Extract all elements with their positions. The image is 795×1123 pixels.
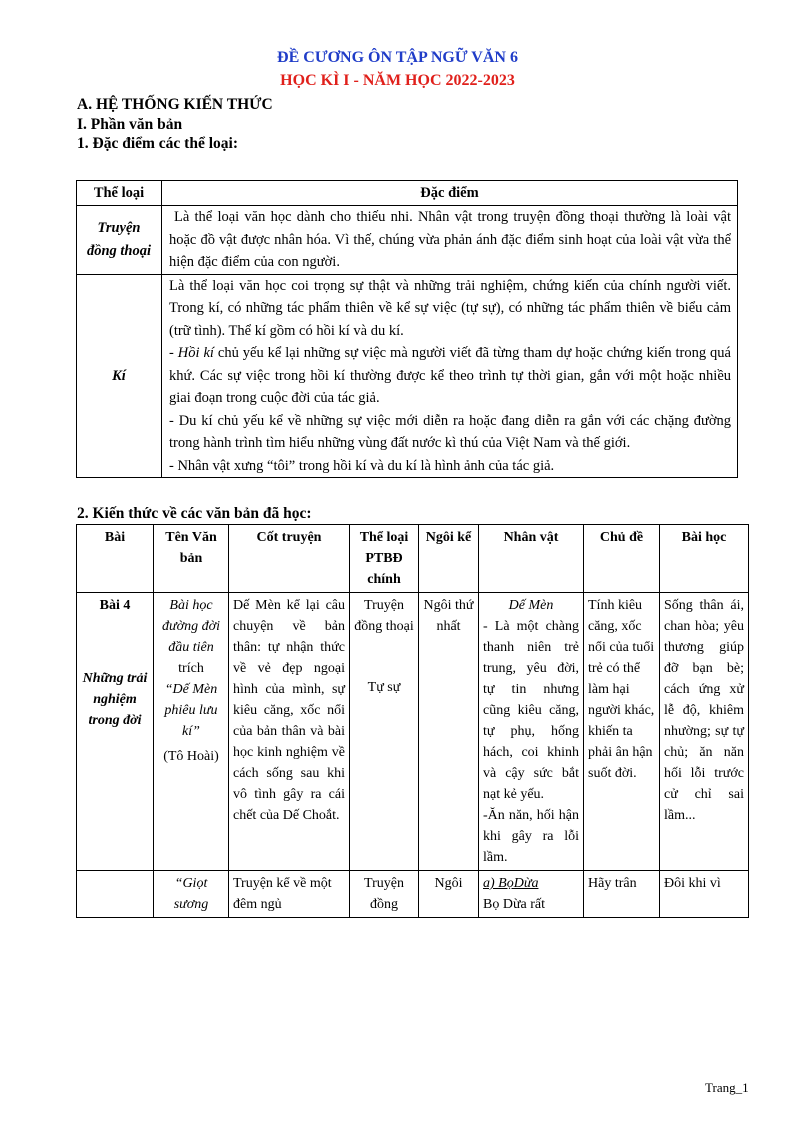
header-genre: Thể loại PTBĐ chính [350, 525, 419, 593]
theme-cell: Hãy trân [584, 871, 660, 918]
title-cell: “Giọt sương [154, 871, 229, 918]
text-trich: trích [178, 661, 204, 676]
genre-name: Truyện đồng thoại [354, 598, 414, 634]
character-cell [479, 593, 584, 871]
genre-fable-desc: Là thể loại văn học dành cho thiếu nhi. Nhân vật trong truyện đồng thoại thường là loài vật hoặc đồ vật được nhân hóa. Vì thế, chúng vừa phản ánh đặc điểm sinh hoạt của loài vật vừa thể hiện đặc điểm của con người. [162, 206, 738, 275]
section-2-heading: 2. Kiến thức về các văn bản đã học: [77, 505, 312, 522]
header-plot: Cốt truyện [229, 525, 350, 593]
header-character: Nhân vật [479, 525, 584, 593]
plot-cell: Truyện kể về một đêm ngủ [229, 871, 350, 918]
text-title: Bài học đường đời đầu tiên [162, 598, 220, 655]
lesson-theme: Những trải nghiệm trong đời [82, 671, 148, 728]
table-header-row [77, 525, 749, 593]
lesson-cell [77, 871, 154, 918]
lesson-number: Bài 4 [99, 598, 131, 613]
header-genre: Thể loại [77, 181, 162, 206]
character-cell [479, 871, 584, 918]
lesson-cell [77, 593, 154, 871]
document-subtitle: HỌC KÌ I - NĂM HỌC 2022-2023 [280, 72, 515, 89]
header-lesson-learned: Bài học [660, 525, 749, 593]
memoir-paragraph: - Hồi kí chủ yếu kể lại những sự việc mà người viết đã từng tham dự hoặc chứng kiến trong quá khứ. Các sự việc trong hồi kí thường được kể theo trình tự thời gian, gắn với một hoặc nhiều giai đoạn trong cuộc đời của tác giả. [169, 345, 731, 406]
genre-cell: Truyện đồng [350, 871, 419, 918]
table-header-row [77, 181, 738, 206]
table-row [77, 871, 749, 918]
header-lesson: Bài [77, 525, 154, 593]
title-cell [154, 593, 229, 871]
genre-memoir: Kí [77, 274, 162, 478]
document-title: ĐỀ CƯƠNG ÔN TẬP NGỮ VĂN 6 [277, 49, 518, 66]
memoir-term-desc: chủ yếu kể lại những sự việc mà người viết đã từng tham dự hoặc chứng kiến trong quá khứ. Các sự việc trong hồi kí thường được kể theo trình tự thời gian, gắn với một hoặc nhiều giai đoạn trong cuộc đời của tác giả. [169, 345, 731, 406]
header-features: Đặc điểm [162, 181, 738, 206]
character-name: Dế Mèn [508, 598, 554, 613]
character-name: a) BọDừa [483, 876, 539, 891]
section-1-heading: 1. Đặc điểm các thể loại: [77, 135, 238, 152]
header-narrator: Ngôi kể [419, 525, 479, 593]
memoir-paragraph: Là thể loại văn học coi trọng sự thật và những trải nghiệm, chứng kiến của chính người viết. Trong kí, có những tác phẩm thiên về kể sự việc (tự sự), có những tác phẩm thiên về biểu cảm (trữ tình). Thể kí gồm có hồi kí và du kí. [169, 277, 731, 339]
section-a-heading: A. HỆ THỐNG KIẾN THỨC [77, 96, 273, 113]
text-author: (Tô Hoài) [163, 749, 219, 764]
genre-features-table [76, 180, 738, 478]
character-desc: -Ăn năn, hối hận khi gây ra lỗi lầm. [483, 808, 579, 865]
lesson-learned-cell: Sống thân ái, chan hòa; yêu thương giúp đỡ bạn bè; cách ứng xử lễ độ, khiêm nhường; sự tự chủ; ăn năn hối lỗi trước cử chỉ sai lầm... [660, 593, 749, 871]
header-theme: Chủ đề [584, 525, 660, 593]
text-source: “Dế Mèn phiêu lưu kí” [164, 682, 218, 739]
table-row [77, 593, 749, 871]
table-row [77, 206, 738, 275]
narrator-cell: Ngôi [419, 871, 479, 918]
texts-knowledge-table [76, 524, 749, 918]
memoir-term: Hồi kí [177, 345, 214, 361]
theme-cell: Tính kiêu căng, xốc nổi của tuổi trẻ có thể làm hại người khác, khiến ta phải ân hận suốt đời. [584, 593, 660, 871]
plot-cell: Dế Mèn kể lại câu chuyện về bản thân: tự nhận thức về vẻ đẹp ngoại hình của mình, sự kiêu căng, xốc nổi của bản thân và bài học kinh nghiệm về cách sống sau khi vô tình gây ra cái chết của Dế Choắt. [229, 593, 350, 871]
table-row [77, 274, 738, 478]
character-desc: - Là một chàng thanh niên trẻ trung, yêu đời, tự tin nhưng cũng kiêu căng, tự phụ, hống hách, coi khinh và cậy sức bắt nạt kẻ yếu. [483, 619, 579, 802]
character-desc: Bọ Dừa rất [483, 897, 546, 912]
header-title: Tên Văn bản [154, 525, 229, 593]
genre-memoir-desc [162, 274, 738, 478]
genre-cell [350, 593, 419, 871]
memoir-paragraph: - Nhân vật xưng “tôi” trong hồi kí và du kí là hình ảnh của tác giả. [169, 457, 555, 474]
mode-name: Tự sự [367, 680, 401, 695]
lesson-learned-cell: Đôi khi vì [660, 871, 749, 918]
memoir-paragraph: - Du kí chủ yếu kể về những sự việc mới diễn ra hoặc đang diễn ra gắn với các chặng đường trong hành trình tìm hiểu những vùng đất nước kì thú của Việt Nam và thế giới. [169, 412, 731, 451]
genre-fable: Truyện đồng thoại [77, 206, 162, 275]
narrator-cell: Ngôi thứ nhất [419, 593, 479, 871]
section-i-heading: I. Phần văn bản [77, 116, 183, 133]
page-number: Trang_1 [705, 1080, 749, 1095]
